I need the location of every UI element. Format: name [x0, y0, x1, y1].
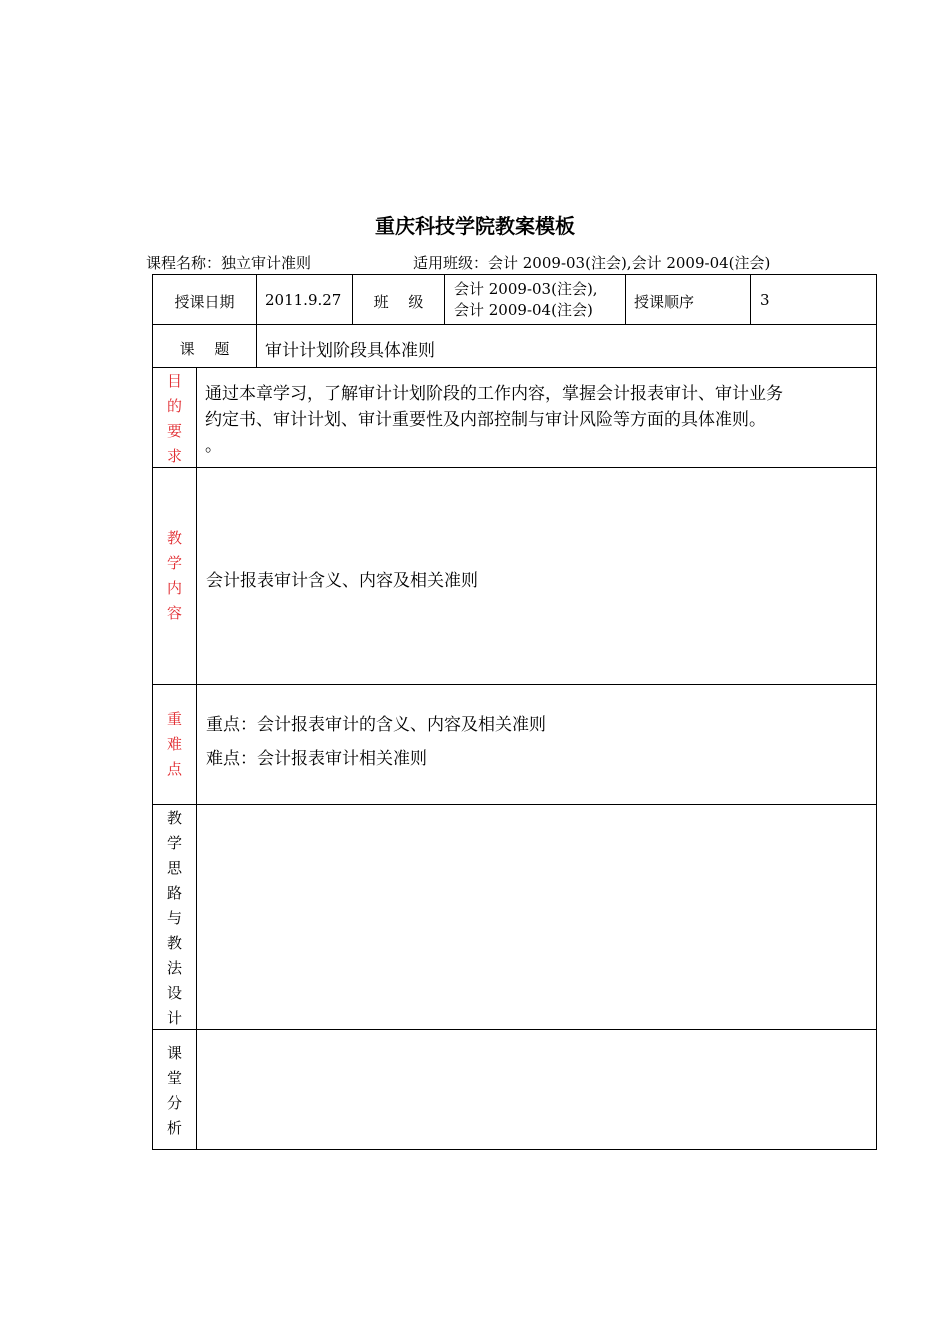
label-char: 析 — [166, 1119, 182, 1137]
text-line: 。 — [205, 436, 222, 456]
label-char: 容 — [166, 604, 182, 622]
topic-value: 审计计划阶段具体准则 — [265, 341, 435, 361]
applicable-class: 适用班级：会计 2009-03(注会),会计 2009-04(注会) — [413, 254, 771, 272]
label-char: 要 — [166, 422, 182, 440]
label-char: 点 — [166, 760, 182, 778]
label-char: 求 — [166, 447, 182, 465]
page-title: 重庆科技学院教案模板 — [375, 214, 575, 238]
text-line: 通过本章学习，了解审计计划阶段的工作内容，掌握会计报表审计、审计业务 — [205, 384, 783, 404]
label-char: 的 — [166, 397, 182, 415]
label-char: 堂 — [166, 1069, 182, 1087]
content-label — [153, 526, 196, 626]
label-char: 难 — [166, 735, 182, 753]
order-label: 授课顺序 — [634, 293, 695, 311]
label-char: 目 — [166, 372, 182, 390]
text-line: 约定书、审计计划、审计重要性及内部控制与审计风险等方面的具体准则。 — [205, 410, 766, 430]
method-label — [153, 806, 196, 1031]
key-points-text — [206, 708, 546, 776]
label-char: 教 — [166, 809, 182, 827]
class-value-line-1: 会计 2009-03(注会), — [454, 280, 598, 298]
topic-label: 课 题 — [179, 340, 230, 358]
label-char: 计 — [166, 1009, 182, 1027]
date-label: 授课日期 — [174, 293, 235, 311]
label-char: 教 — [166, 934, 182, 952]
label-char: 内 — [166, 579, 182, 597]
course-name: 课程名称：独立审计准则 — [146, 254, 312, 272]
label-char: 学 — [166, 834, 182, 852]
class-value-line-2: 会计 2009-04(注会) — [454, 301, 593, 319]
label-char: 课 — [166, 1044, 182, 1062]
label-char: 学 — [166, 554, 182, 572]
class-label: 班 级 — [373, 293, 424, 311]
label-char: 分 — [166, 1094, 182, 1112]
label-char: 设 — [166, 984, 182, 1002]
analysis-label — [153, 1041, 196, 1141]
difficult-point: 难点：会计报表审计相关准则 — [206, 749, 427, 769]
content-text: 会计报表审计含义、内容及相关准则 — [206, 571, 478, 591]
label-char: 教 — [166, 529, 182, 547]
label-char: 路 — [166, 884, 182, 902]
class-value — [454, 279, 598, 321]
key-point: 重点：会计报表审计的含义、内容及相关准则 — [206, 715, 546, 735]
date-value: 2011.9.27 — [265, 291, 342, 309]
label-char: 重 — [166, 710, 182, 728]
key-points-label — [153, 707, 196, 782]
label-char: 思 — [166, 859, 182, 877]
label-char: 与 — [166, 909, 182, 927]
order-value: 3 — [760, 291, 770, 309]
objective-label — [153, 369, 196, 469]
objective-text — [205, 381, 783, 459]
label-char: 法 — [166, 959, 182, 977]
